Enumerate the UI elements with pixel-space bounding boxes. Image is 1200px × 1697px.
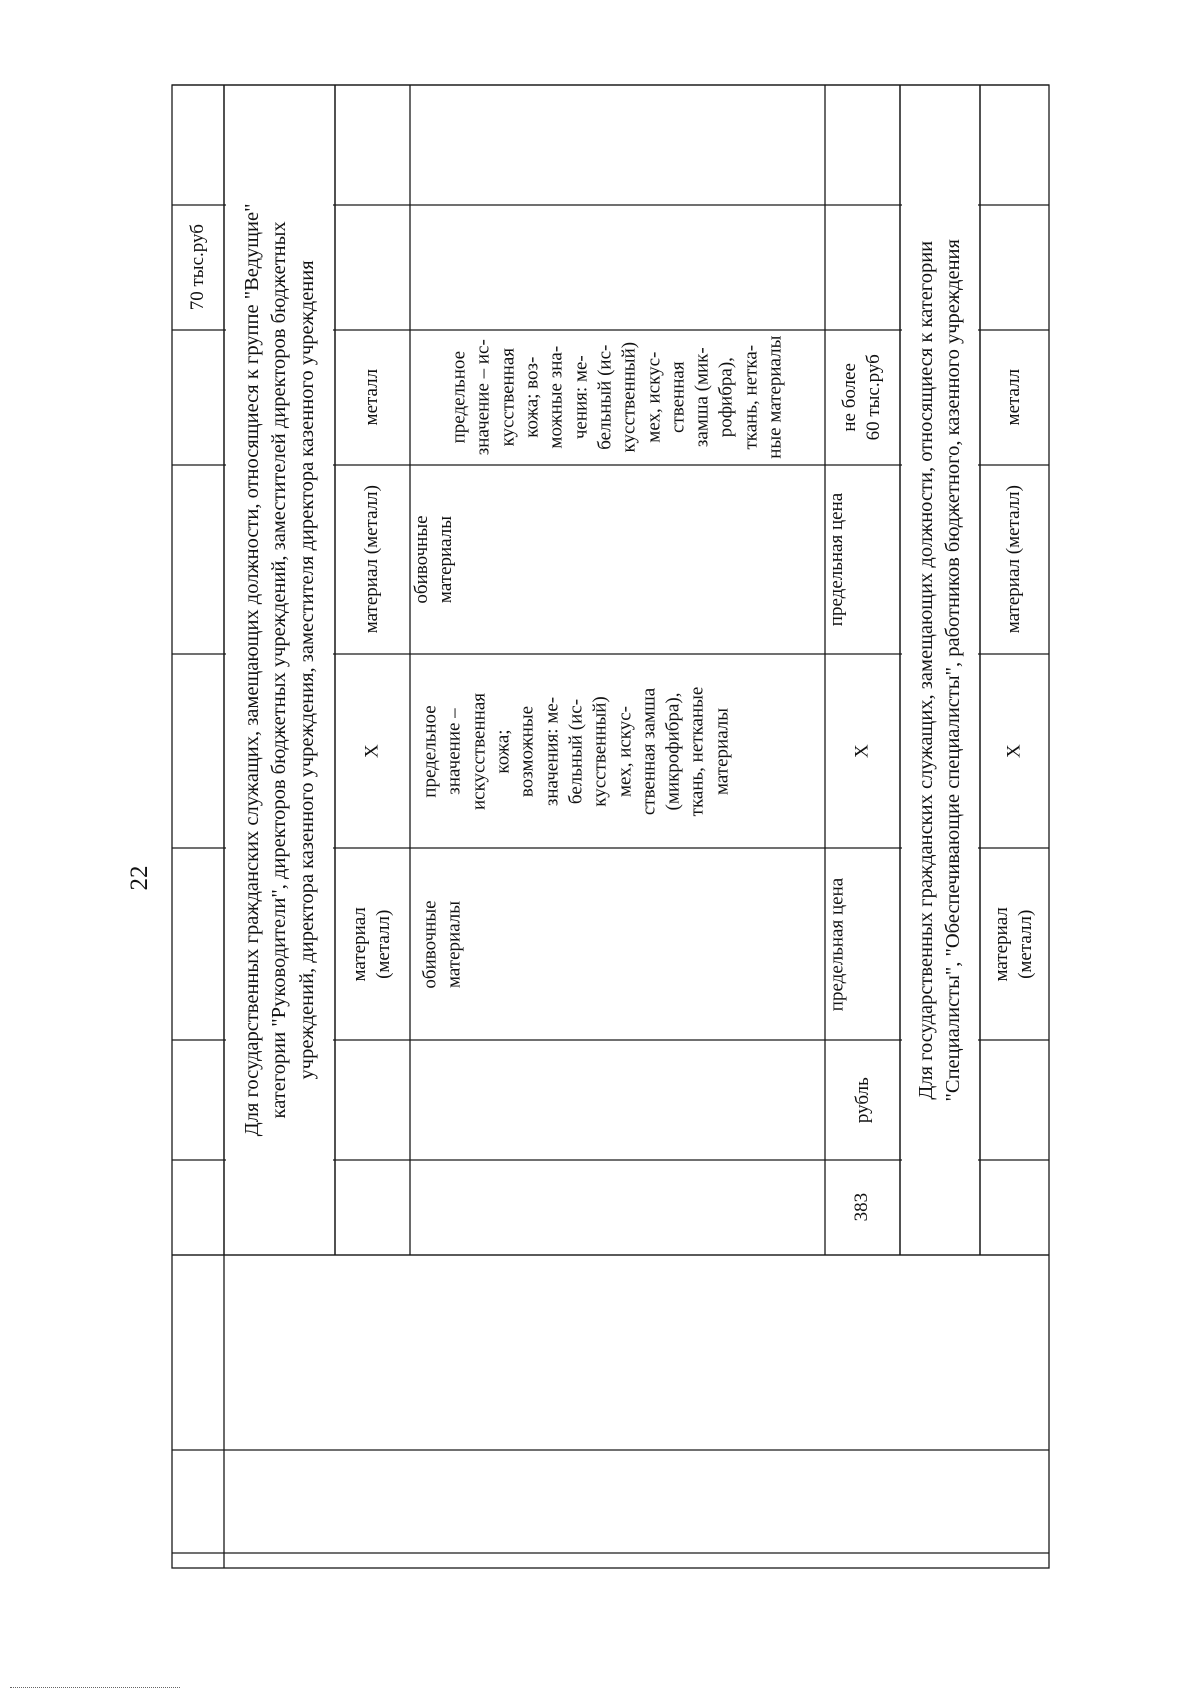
page-number: 22 xyxy=(126,865,153,891)
a-price-value: не более 60 тыс.руб xyxy=(839,354,885,441)
a-upholstery-characteristic: обивочные материалы xyxy=(419,899,465,989)
a-upholstery-value-2: предельное значение – ис- кусственная кожа; воз- можные зна- чения: ме- бельный (ис- кусственный) мех, искус- ственная замша (мик- рофибра), ткань, нетка- ные материалы xyxy=(448,335,786,460)
a-upholstery-value-1: предельное значение – искусственная кожа; возможные значения: ме- бельный (ис- кусственный) мех, искус- ственная замша (микрофибра), ткань, нетканые материалы xyxy=(419,686,732,816)
a-upholstery-characteristic-2: обивочные материалы xyxy=(411,515,457,604)
a-material-value: металл xyxy=(361,369,383,426)
b-material-value: металл xyxy=(1003,369,1025,426)
a-material-characteristic: материал (металл) xyxy=(349,906,395,982)
b-material-x: X xyxy=(1003,744,1025,758)
footer-rule xyxy=(10,1687,180,1689)
a-price-characteristic: предельная цена xyxy=(826,877,847,1011)
b-material-characteristic: материал (металл) xyxy=(991,906,1037,982)
a-material-x: X xyxy=(361,744,383,758)
top-price: 70 тыс.руб xyxy=(186,224,208,311)
a-material-characteristic-2: материал (металл) xyxy=(361,485,383,634)
section-a-heading: Для государственных гражданских служащих, замещающих должности, относящиеся к группе "Ведущие" категории "Руководители", директоров бюджетных учреждений, заместителей директоров бюджетных учреждений, директора казенного учреждения, заместителя директора казенного учреждения xyxy=(240,203,318,1137)
section-b-heading: Для государственных гражданских служащих, замещающих должности, относящиеся к категории "Специалисты", "Обеспечивающие специалисты", работников бюджетного, казенного учреждения xyxy=(914,238,964,1102)
a-price-x: X xyxy=(851,744,873,758)
b-material-characteristic-2: материал (металл) xyxy=(1003,485,1025,634)
a-price-unit: рубль xyxy=(851,1077,873,1123)
a-price-characteristic-2: предельная цена xyxy=(826,492,847,627)
a-price-code: 383 xyxy=(851,1193,873,1222)
